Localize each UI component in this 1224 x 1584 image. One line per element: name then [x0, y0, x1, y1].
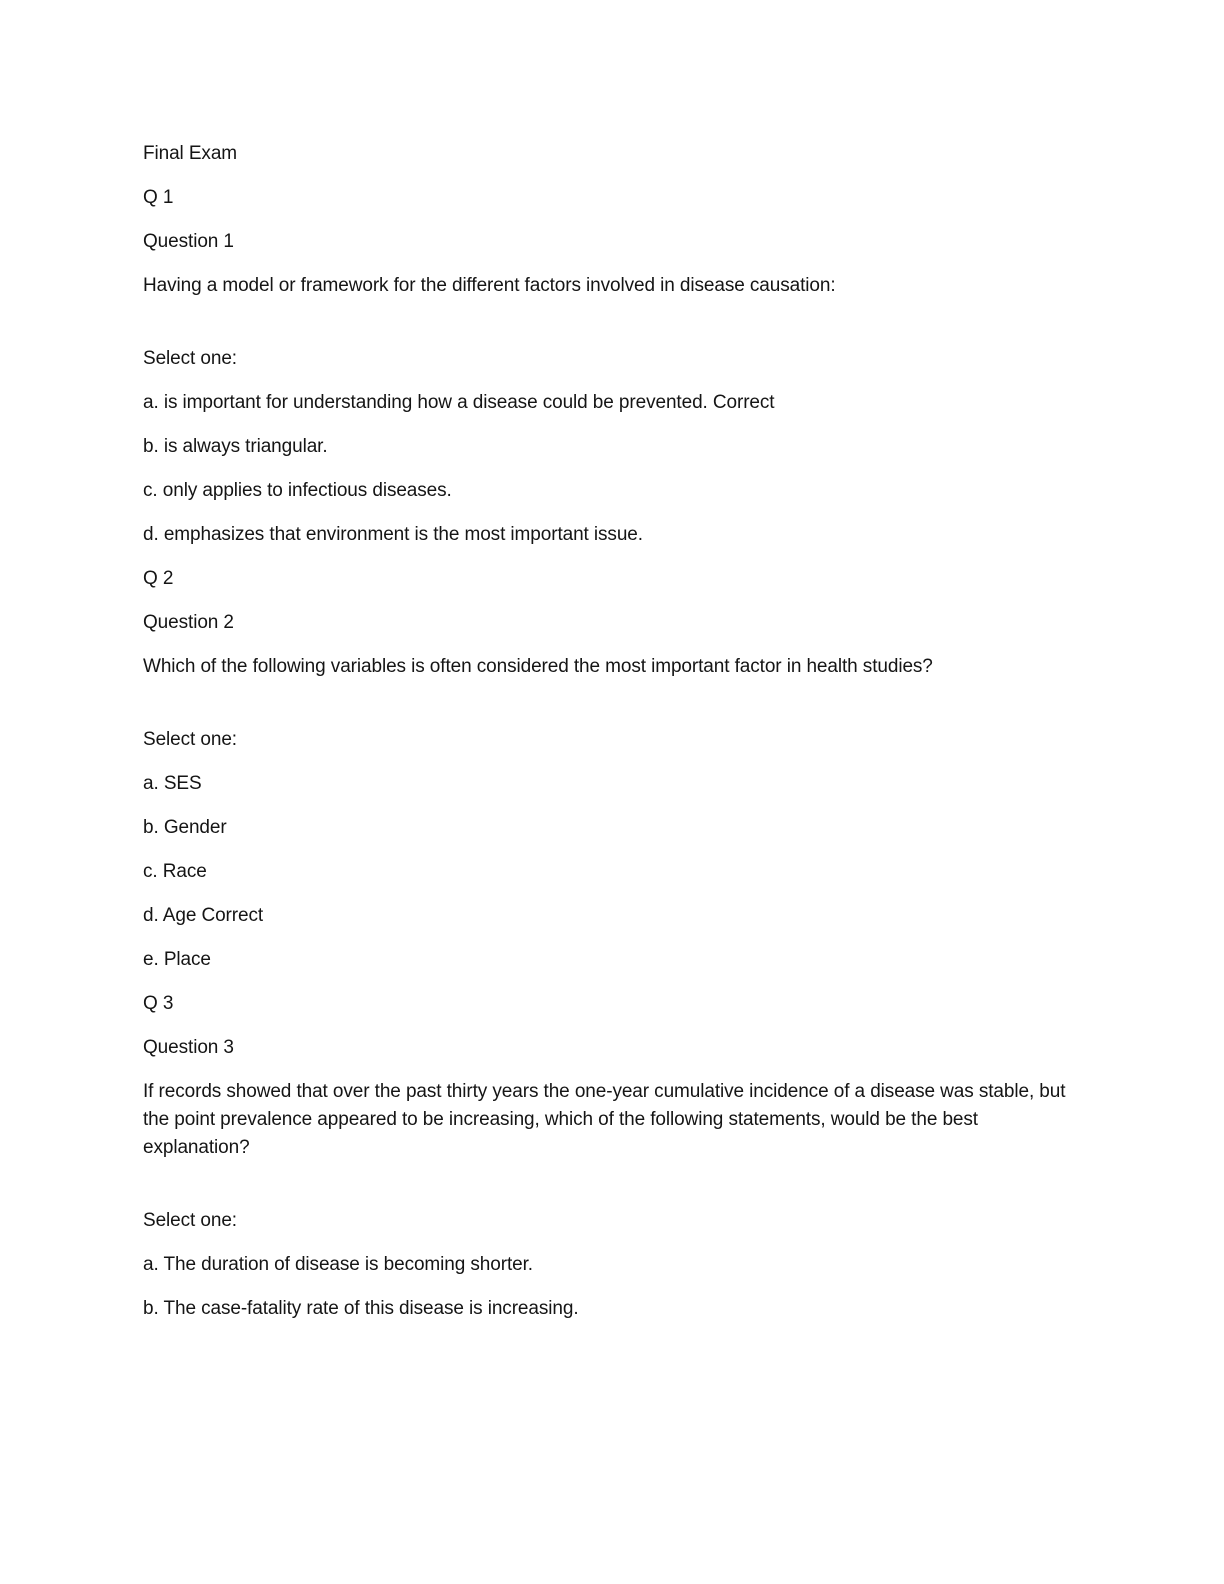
option-item: a. is important for understanding how a disease could be prevented. Correct	[143, 392, 775, 413]
question-heading: Question 3	[143, 1037, 234, 1058]
page-title: Final Exam	[143, 143, 238, 164]
question-label: Q 2	[143, 568, 174, 589]
document-content	[143, 140, 1083, 1339]
question-label: Q 1	[143, 187, 174, 208]
option-item: d. Age Correct	[143, 905, 264, 926]
option-item: c. Race	[143, 861, 207, 882]
question-prompt: If records showed that over the past thirty years the one-year cumulative incidence of a disease was stable, but the point prevalence appeared to be increasing, which of the following statements, would be the best explanation?	[143, 1081, 1066, 1158]
option-item: b. is always triangular.	[143, 436, 328, 457]
option-item: e. Place	[143, 949, 211, 970]
question-prompt: Which of the following variables is often considered the most important factor in health studies?	[143, 656, 933, 677]
option-item: a. SES	[143, 773, 202, 794]
option-item: b. The case-fatality rate of this disease is increasing.	[143, 1298, 579, 1319]
question-block-2	[143, 565, 1083, 974]
select-one-label: Select one:	[143, 1210, 237, 1231]
option-item: b. Gender	[143, 817, 227, 838]
question-label: Q 3	[143, 993, 174, 1014]
question-heading: Question 1	[143, 231, 234, 252]
select-one-label: Select one:	[143, 729, 237, 750]
question-prompt: Having a model or framework for the different factors involved in disease causation:	[143, 275, 836, 296]
option-item: a. The duration of disease is becoming shorter.	[143, 1254, 533, 1275]
select-one-label: Select one:	[143, 348, 237, 369]
option-item: d. emphasizes that environment is the most important issue.	[143, 524, 643, 545]
question-heading: Question 2	[143, 612, 234, 633]
option-item: c. only applies to infectious diseases.	[143, 480, 452, 501]
question-block-1	[143, 184, 1083, 549]
question-block-3	[143, 990, 1083, 1323]
